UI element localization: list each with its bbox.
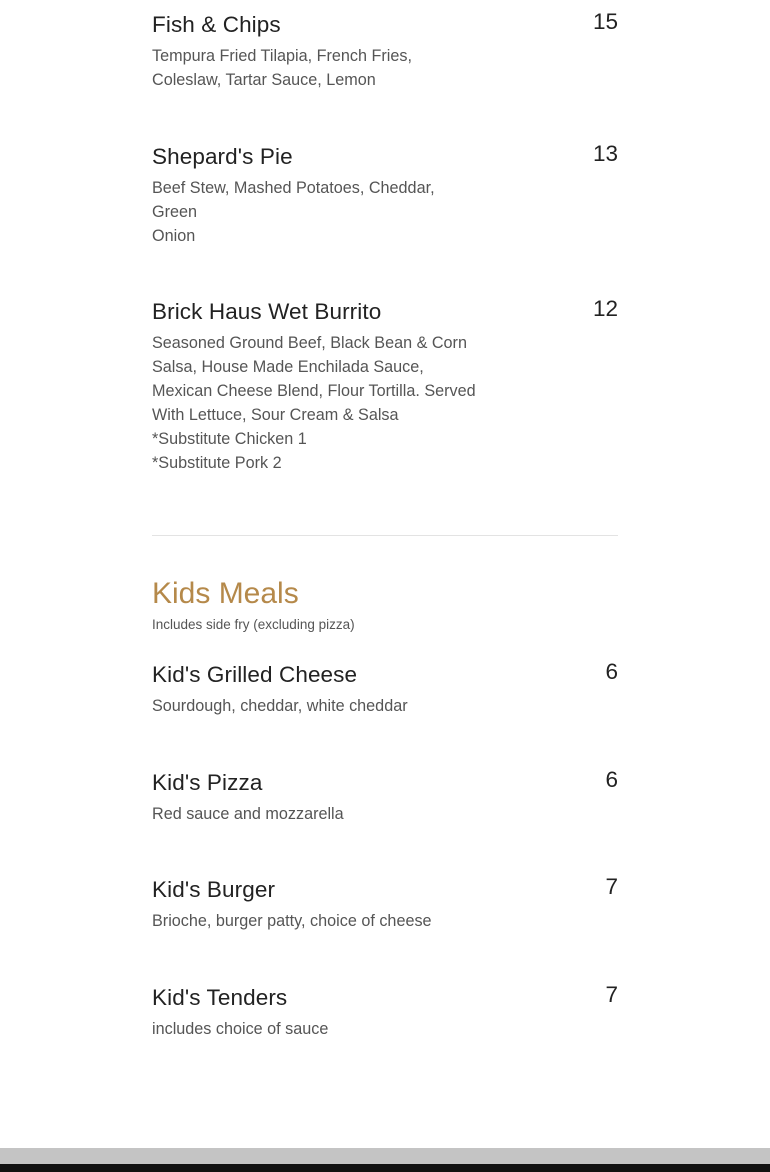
menu-item-price: 7 [605, 982, 618, 1007]
menu-item-header [152, 660, 618, 690]
menu-item [152, 10, 618, 92]
menu-item [152, 875, 618, 933]
section-header [152, 576, 618, 634]
menu-item-price: 15 [592, 9, 618, 34]
menu-item-header [152, 768, 618, 798]
menu-item-header [152, 297, 618, 327]
footer-strip [0, 1164, 770, 1172]
menu-item-description: Red sauce and mozzarella [152, 805, 344, 823]
menu-item-description: Beef Stew, Mashed Potatoes, Cheddar, Green Onion [152, 179, 435, 245]
menu-item-header [152, 875, 618, 905]
menu-item-price: 13 [592, 141, 618, 166]
menu-item-price: 12 [592, 296, 618, 321]
menu-item [152, 142, 618, 248]
menu-item-price: 6 [605, 659, 618, 684]
menu-item-name: Brick Haus Wet Burrito [152, 299, 382, 324]
menu-item-description: includes choice of sauce [152, 1020, 329, 1038]
menu-item-name: Kid's Pizza [152, 770, 263, 795]
menu-item-description: Seasoned Ground Beef, Black Bean & Corn Salsa, House Made Enchilada Sauce, Mexican Cheese Blend, Flour Tortilla. Served With Lettuce, Sour Cream & Salsa *Substitute Chicken 1 *Substitute Pork 2 [152, 334, 476, 472]
menu-item [152, 660, 618, 718]
menu-item-name: Kid's Tenders [152, 985, 288, 1010]
section-divider [152, 535, 618, 536]
menu-item-price: 6 [605, 767, 618, 792]
menu-item-price: 7 [605, 874, 618, 899]
menu-item-header [152, 10, 618, 40]
menu-item-description: Brioche, burger patty, choice of cheese [152, 912, 432, 930]
section-note: Includes side fry (excluding pizza) [152, 617, 355, 632]
menu-item-name: Shepard's Pie [152, 144, 293, 169]
menu-item [152, 297, 618, 475]
menu-item-name: Fish & Chips [152, 12, 281, 37]
menu-item [152, 983, 618, 1041]
menu-item-description: Sourdough, cheddar, white cheddar [152, 697, 408, 715]
menu-item-header [152, 142, 618, 172]
menu-item-description: Tempura Fried Tilapia, French Fries, Coleslaw, Tartar Sauce, Lemon [152, 47, 412, 89]
menu-item-name: Kid's Grilled Cheese [152, 662, 358, 687]
footer-bar [0, 1148, 770, 1164]
menu-item-header [152, 983, 618, 1013]
menu-item-name: Kid's Burger [152, 877, 276, 902]
section-title: Kids Meals [152, 577, 299, 610]
menu-item [152, 768, 618, 826]
